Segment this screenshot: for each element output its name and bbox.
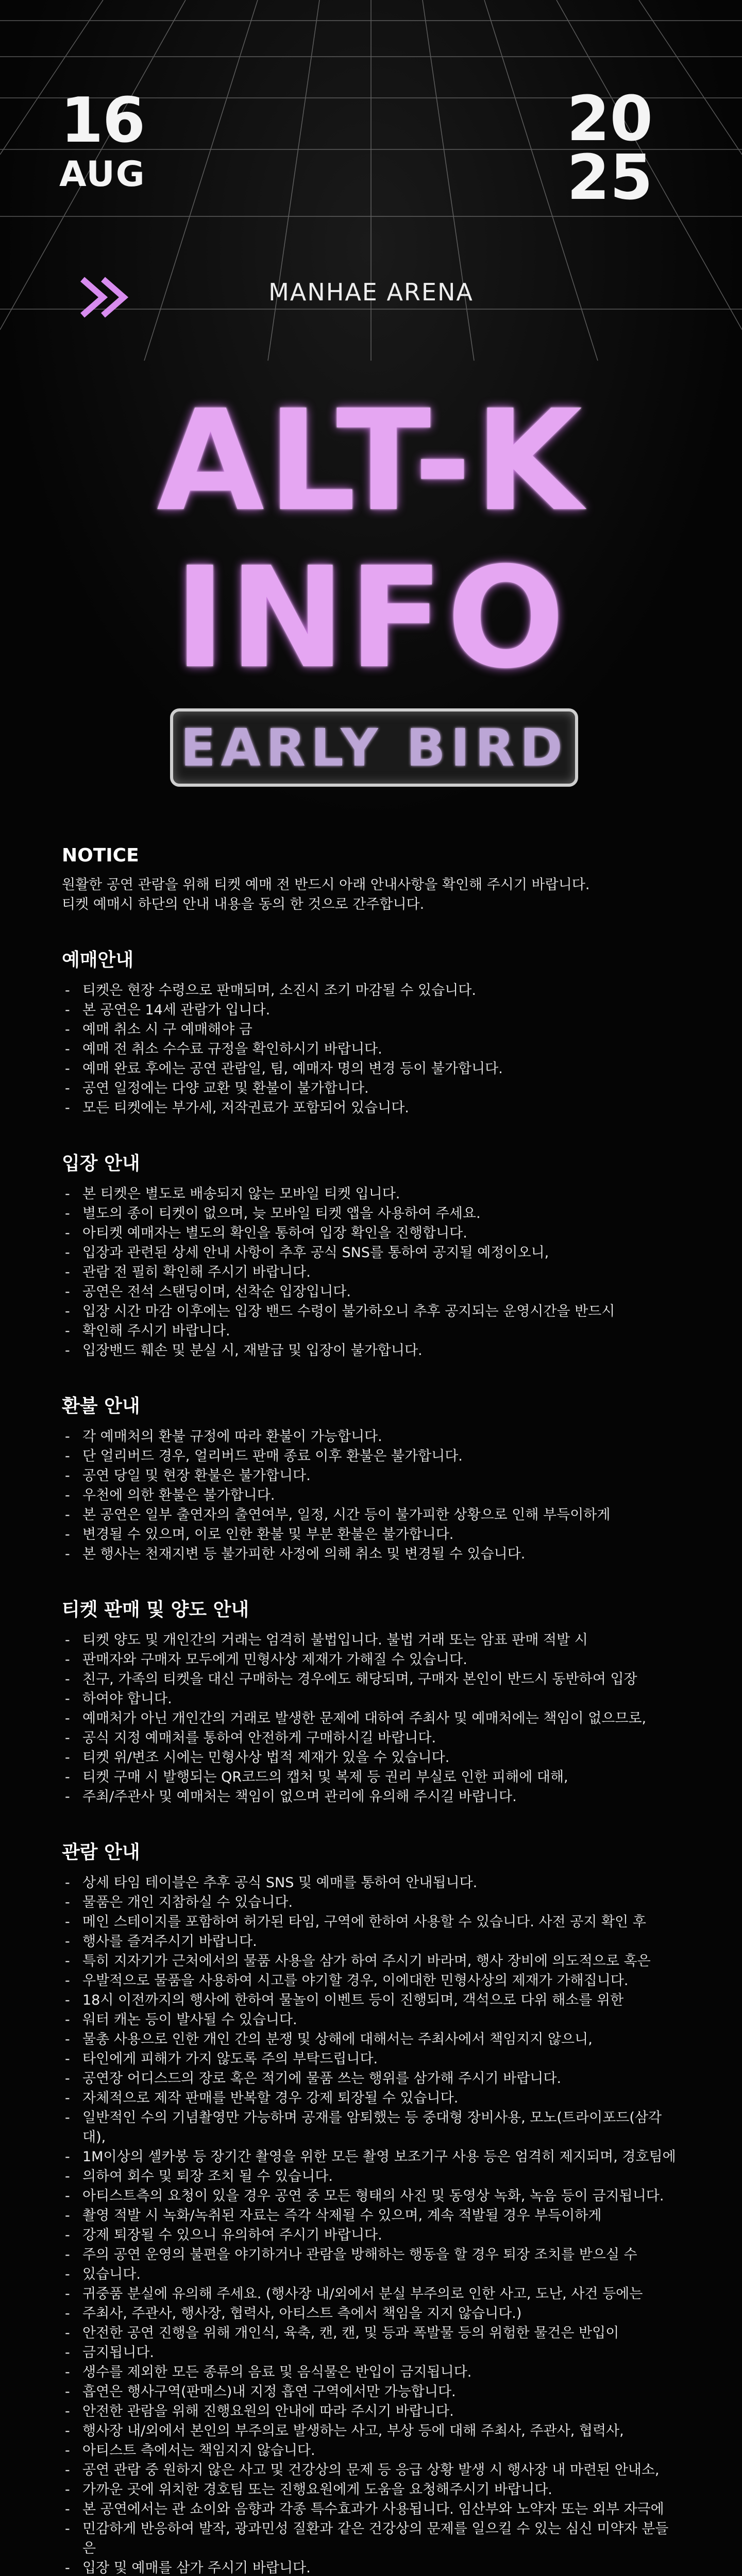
list-item: - 상세 타임 테이블은 추후 공식 SNS 및 예매를 통하여 안내됩니다. [62, 1873, 680, 1893]
list-item: - 예매 전 취소 수수료 규정을 확인하시기 바랍니다. [62, 1040, 680, 1059]
list-item: - 아티스트측의 요청이 있을 경우 공연 중 모든 형태의 사진 및 동영상 녹화, 녹음 등이 금지됩니다. [62, 2187, 680, 2206]
list-item: - 관람 전 필히 확인해 주시기 바랍니다. [62, 1263, 680, 1282]
hero-title-line1: ALT-K [156, 380, 586, 542]
list-item: - 입장 및 예매를 삼가 주시기 바랍니다. [62, 2558, 680, 2576]
notice-section [62, 845, 680, 914]
list-item: - 흡연은 행사구역(판매스)내 지정 흡연 구역에서만 가능합니다. [62, 2382, 680, 2402]
list-item: - 본 공연에서는 관 쇼이와 음향과 각종 특수효과가 사용됩니다. 임산부와 노약자 또는 외부 자극에 [62, 2500, 680, 2519]
list-item: - 귀중품 분실에 유의해 주세요. (행사장 내/외에서 분실 부주의로 인한 사고, 도난, 사건 등에는 [62, 2284, 680, 2304]
list-item: - 행사를 즐겨주시기 바랍니다. [62, 1932, 680, 1952]
list-item: - 행사장 내/외에서 본인의 부주의로 발생하는 사고, 부상 등에 대해 주최사, 주관사, 협력사, [62, 2421, 680, 2441]
event-year-bottom: 25 [567, 142, 653, 214]
event-day: 16 [60, 85, 145, 157]
list-item: - 단 얼리버드 경우, 얼리버드 판매 종료 이후 환불은 불가합니다. [62, 1447, 680, 1466]
info-section [62, 1149, 680, 1361]
list-item: - 자체적으로 제작 판매를 반복할 경우 강제 퇴장될 수 있습니다. [62, 2089, 680, 2108]
list-item: - 예매처가 아닌 개인간의 거래로 발생한 문제에 대하여 주최사 및 예매처에는 책임이 없으므로, [62, 1709, 680, 1728]
section-title: 티켓 판매 및 양도 안내 [62, 1599, 249, 1620]
list-item: - 가까운 곳에 위치한 경호팀 또는 진행요원에게 도움을 요청해주시기 바랍니다. [62, 2480, 680, 2500]
list-item: - 친구, 가족의 티켓을 대신 구매하는 경우에도 해당되며, 구매자 본인이 반드시 동반하여 입장 [62, 1670, 680, 1689]
list-item: - 워터 캐논 등이 발사될 수 있습니다. [62, 2010, 680, 2030]
event-year [567, 83, 653, 214]
list-item: - 금지됩니다. [62, 2343, 680, 2363]
list-item: - 각 예매처의 환불 규정에 따라 환불이 가능합니다. [62, 1427, 680, 1447]
event-month: AUG [59, 154, 146, 195]
list-item: - 티켓은 현장 수령으로 판매되며, 소진시 조기 마감될 수 있습니다. [62, 981, 680, 1001]
event-year-top: 20 [567, 83, 653, 155]
notice-line: 원활한 공연 관람을 위해 티켓 예매 전 반드시 아래 안내사항을 확인해 주시기 바랍니다. [62, 877, 590, 893]
list-item: - 물총 사용으로 인한 개인 간의 분쟁 및 상해에 대해서는 주최사에서 책임지지 않으니, [62, 2030, 680, 2049]
list-item: - 1M이상의 셀카봉 등 장기간 촬영을 위한 모든 촬영 보조기구 사용 등은 엄격히 제지되며, 경호팀에 [62, 2147, 680, 2167]
hero-title-line2: INFO [174, 537, 568, 699]
info-section [62, 1838, 680, 2576]
list-item: - 강제 퇴장될 수 있으니 유의하여 주시기 바랍니다. [62, 2226, 680, 2245]
notice-line: 티켓 예매시 하단의 안내 내용을 동의 한 것으로 간주합니다. [62, 896, 425, 912]
info-section [62, 945, 680, 1118]
info-section [62, 1595, 680, 1807]
list-item: - 공연 관람 중 원하지 않은 사고 및 건강상의 문제 등 응급 상황 발생 시 행사장 내 마련된 안내소, [62, 2461, 680, 2480]
list-item: - 특히 지자기가 근처에서의 물품 사용을 삼가 하여 주시기 바라며, 행사 장비에 의도적으로 혹은 [62, 1952, 680, 1971]
section-list [62, 1184, 680, 1361]
list-item: - 입장밴드 훼손 및 분실 시, 재발급 및 입장이 불가합니다. [62, 1341, 680, 1361]
list-item: - 촬영 적발 시 녹화/녹취된 자료는 즉각 삭제될 수 있으며, 계속 적발될 경우 부득이하게 [62, 2206, 680, 2226]
section-title: 예매안내 [62, 950, 134, 971]
list-item: - 입장 시간 마감 이후에는 입장 밴드 수령이 불가하오니 추후 공지되는 운영시간을 반드시 [62, 1302, 680, 1321]
list-item: - 티켓 위/변조 시에는 민형사상 법적 제재가 있을 수 있습니다. [62, 1748, 680, 1768]
section-title: 관람 안내 [62, 1842, 140, 1863]
section-list [62, 1873, 680, 2576]
list-item: - 있습니다. [62, 2265, 680, 2284]
early-bird-label: EARLY BIRD [180, 717, 568, 778]
list-item: - 주의 공연 운영의 불편을 야기하거나 관람을 방해하는 행동을 할 경우 퇴장 조치를 받으실 수 [62, 2245, 680, 2265]
list-item: - 변경될 수 있으며, 이로 인한 환불 및 부분 환불은 불가합니다. [62, 1525, 680, 1545]
info-section [62, 1392, 680, 1564]
list-item: - 판매자와 구매자 모두에게 민형사상 제재가 가해질 수 있습니다. [62, 1650, 680, 1670]
section-title: 환불 안내 [62, 1396, 140, 1417]
list-item: - 공식 지정 예매처를 통하여 안전하게 구매하시길 바랍니다. [62, 1728, 680, 1748]
list-item: - 별도의 종이 티켓이 없으며, 늦 모바일 티켓 앱을 사용하여 주세요. [62, 1204, 680, 1224]
list-item: - 예매 완료 후에는 공연 관람일, 팀, 예매자 명의 변경 등이 불가합니다. [62, 1059, 680, 1079]
list-item: - 본 공연은 14세 관람가 입니다. [62, 1001, 680, 1020]
list-item: - 생수를 제외한 모든 종류의 음료 및 음식물은 반입이 금지됩니다. [62, 2363, 680, 2382]
list-item: - 공연은 전석 스탠딩이며, 선착순 입장입니다. [62, 1282, 680, 1302]
list-item: - 우발적으로 물품을 사용하여 시고를 야기할 경우, 이에대한 민형사상의 제재가 가해집니다. [62, 1971, 680, 1991]
info-sections [62, 945, 680, 2576]
list-item: - 우천에 의한 환불은 불가합니다. [62, 1486, 680, 1505]
list-item: - 본 행사는 천재지변 등 불가피한 사정에 의해 취소 및 변경될 수 있습니다. [62, 1545, 680, 1564]
event-date [59, 85, 146, 195]
list-item: - 공연 당일 및 현장 환불은 불가합니다. [62, 1466, 680, 1486]
section-list [62, 981, 680, 1118]
section-list [62, 1631, 680, 1807]
list-item: - 본 티켓은 별도로 배송되지 않는 모바일 티켓 입니다. [62, 1184, 680, 1204]
hero-banner [0, 0, 742, 824]
list-item: - 하여야 합니다. [62, 1689, 680, 1709]
list-item: - 18시 이전까지의 행사에 한하여 물놀이 이벤트 등이 진행되며, 객석으로 다위 해소를 위한 [62, 1991, 680, 2010]
list-item: - 모든 티켓에는 부가세, 저작권료가 포함되어 있습니다. [62, 1098, 680, 1118]
early-bird-badge [170, 708, 578, 787]
list-item: - 메인 스테이지를 포함하여 허가된 타임, 구역에 한하여 사용할 수 있습니다. 사전 공지 확인 후 [62, 1912, 680, 1932]
list-item: - 아티켓 예매자는 별도의 확인을 통하여 입장 확인을 진행합니다. [62, 1224, 680, 1243]
list-item: - 티켓 구매 시 발행되는 QR코드의 캡처 및 복제 등 권리 부실로 인한 피해에 대해, [62, 1768, 680, 1787]
notice-title: NOTICE [62, 845, 139, 866]
list-item: - 티켓 양도 및 개인간의 거래는 엄격히 불법입니다. 불법 거래 또는 암표 판매 적발 시 [62, 1631, 680, 1650]
list-item: - 타인에게 피해가 가지 않도록 주의 부탁드립니다. [62, 2049, 680, 2069]
list-item: - 안전한 공연 진행을 위해 개인식, 육축, 캔, 캔, 및 등과 폭발물 등의 위험한 물건은 반입이 [62, 2324, 680, 2343]
list-item: - 아티스트 측에서는 책임지지 않습니다. [62, 2441, 680, 2461]
list-item: - 안전한 관람을 위해 진행요원의 안내에 따라 주시기 바랍니다. [62, 2402, 680, 2421]
info-content [62, 845, 680, 2576]
list-item: - 주최/주관사 및 예매처는 책임이 없으며 관리에 유의해 주시길 바랍니다. [62, 1787, 680, 1807]
list-item: - 주최사, 주관사, 행사장, 협력사, 아티스트 측에서 책임을 지지 않습니다.) [62, 2304, 680, 2324]
list-item: - 예매 취소 시 구 예매해야 금 [62, 1020, 680, 1040]
list-item: - 의하여 회수 및 퇴장 조치 될 수 있습니다. [62, 2167, 680, 2187]
section-list [62, 1427, 680, 1564]
list-item: - 확인해 주시기 바랍니다. [62, 1321, 680, 1341]
list-item: - 본 공연은 일부 출연자의 출연여부, 일정, 시간 등이 불가피한 상황으로 인해 부득이하게 [62, 1505, 680, 1525]
section-title: 입장 안내 [62, 1153, 140, 1174]
list-item: - 일반적인 수의 기념촬영만 가능하며 공재를 암퇴했는 등 중대형 장비사용, 모노(트라이포드(삼각대), [62, 2108, 680, 2147]
list-item: - 물품은 개인 지참하실 수 있습니다. [62, 1893, 680, 1912]
list-item: - 공연 일정에는 다양 교환 및 환불이 불가합니다. [62, 1079, 680, 1098]
list-item: - 공연장 어디스드의 장로 혹은 적기에 물품 쓰는 행위를 삼가해 주시기 바랍니다. [62, 2069, 680, 2089]
list-item: - 민감하게 반응하여 발작, 광과민성 질환과 같은 건강상의 문제를 일으킬 수 있는 심신 미약자 분들은 [62, 2519, 680, 2558]
list-item: - 입장과 관련된 상세 안내 사항이 추후 공식 SNS를 통하여 공지될 예정이오니, [62, 1243, 680, 1263]
venue-name: MANHAE ARENA [268, 278, 474, 306]
